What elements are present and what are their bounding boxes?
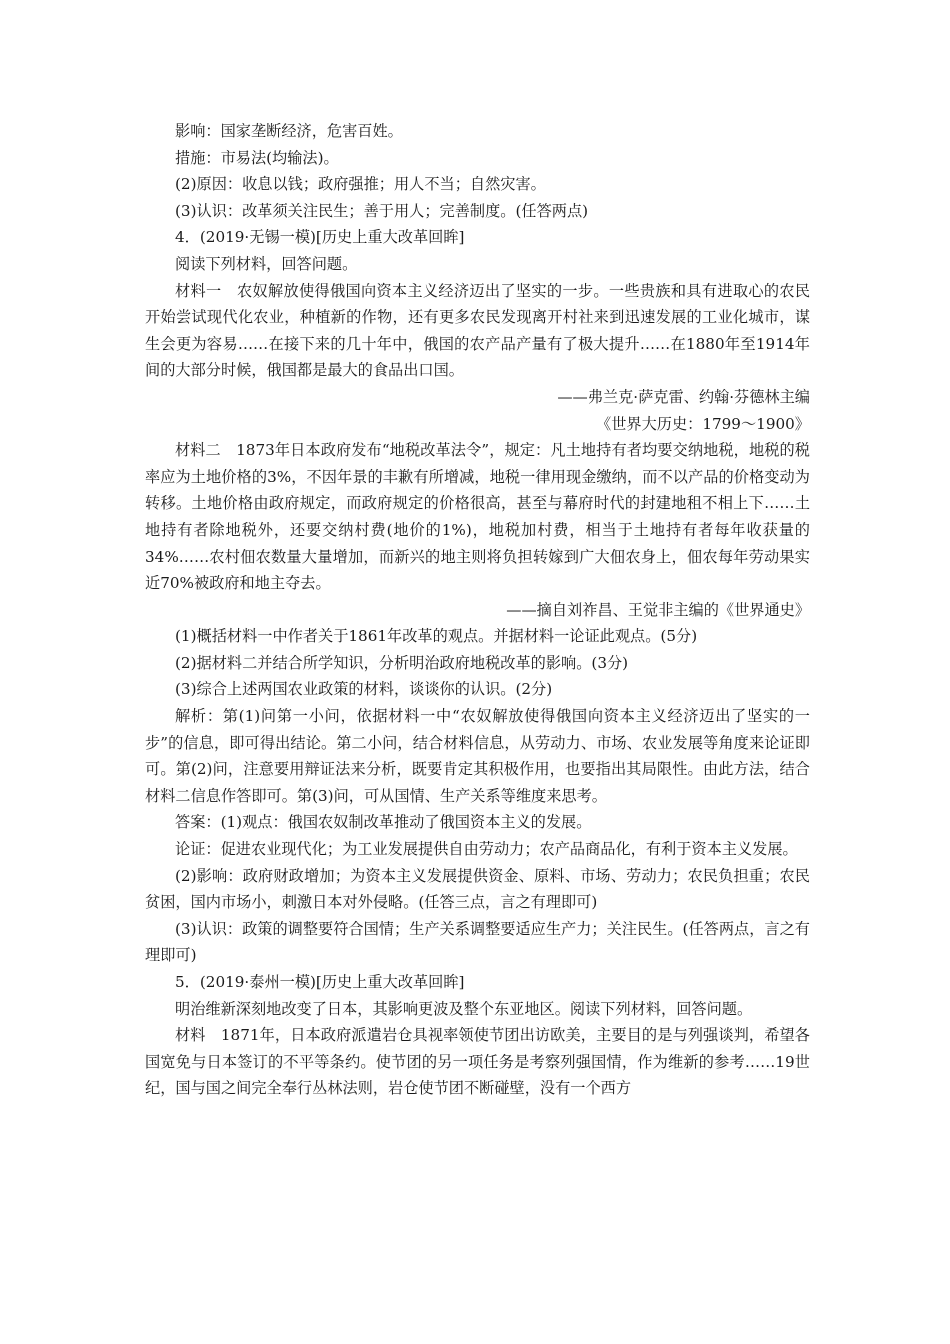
paragraph: (3)认识：改革须关注民生；善于用人；完善制度。(任答两点) bbox=[175, 201, 589, 220]
paragraph: 材料二 1873年日本政府发布“地税改革法令”，规定：凡土地持有者均要交纳地税，地税的税率应为土地价格的3%，不因年景的丰歉有所增减，地税一律用现金缴纳，而不以产品的价格变动为转移。土地价格由政府规定，而政府规定的价格很高，甚至与幕府时代的封建地租不相上下……土地持有者除地税外，还要交纳村费(地价的1%)，地税加村费，相当于土地持有者每年收获量的34%……农村佃农数量大量增加，而新兴的地主则将负担转嫁到广大佃农身上，佃农每年劳动果实近70%被政府和地主夺去。 bbox=[145, 441, 810, 593]
paragraph: 材料 1871年，日本政府派遣岩仓具视率领使节团出访欧美，主要目的是与列强谈判，希望各国宽免与日本签订的不平等条约。使节团的另一项任务是考察列强国情，作为维新的参考……19世纪，国与国之间完全奉行丛林法则，岩仓使节团不断碰壁，没有一个西方 bbox=[145, 1026, 810, 1098]
paragraph: (2)原因：收息以钱；政府强推；用人不当；自然灾害。 bbox=[175, 175, 546, 194]
paragraph: 阅读下列材料，回答问题。 bbox=[175, 254, 358, 273]
paragraph: 措施：市易法(均输法)。 bbox=[175, 148, 339, 167]
paragraph: 影响：国家垄断经济，危害百姓。 bbox=[175, 122, 403, 140]
paragraph: 5．(2019·泰州一模)[历史上重大改革回眸] bbox=[175, 973, 465, 991]
document-body bbox=[145, 118, 810, 1102]
citation-line: 《世界大历史：1799～1900》 bbox=[596, 414, 810, 433]
paragraph: 解析：第(1)问第一小问，依据材料一中“农奴解放使得俄国向资本主义经济迈出了坚实的一步”的信息，即可得出结论。第二小问，结合材料信息，从劳动力、市场、农业发展等角度来论证即可。第(2)问，注意要用辩证法来分析，既要肯定其积极作用，也要指出其局限性。由此方法，结合材料二信息作答即可。第(3)问，可从国情、生产关系等维度来思考。 bbox=[145, 707, 810, 805]
paragraph: (2)据材料二并结合所学知识，分析明治政府地税改革的影响。(3分) bbox=[175, 653, 629, 672]
paragraph: 明治维新深刻地改变了日本，其影响更波及整个东亚地区。阅读下列材料，回答问题。 bbox=[175, 999, 753, 1018]
citation-line: ——摘自刘祚昌、王觉非主编的《世界通史》 bbox=[506, 600, 810, 619]
paragraph: 答案：(1)观点：俄国农奴制改革推动了俄国资本主义的发展。 bbox=[175, 813, 592, 832]
paragraph: (3)综合上述两国农业政策的材料，谈谈你的认识。(2分) bbox=[175, 680, 553, 699]
paragraph: 4．(2019·无锡一模)[历史上重大改革回眸] bbox=[175, 228, 465, 247]
paragraph: (2)影响：政府财政增加；为资本主义发展提供资金、原料、市场、劳动力；农民负担重；农民贫困，国内市场小，刺激日本对外侵略。(任答三点，言之有理即可) bbox=[145, 866, 810, 912]
citation-line: ——弗兰克·萨克雷、约翰·芬德林主编 bbox=[557, 387, 810, 406]
paragraph: (1)概括材料一中作者关于1861年改革的观点。并据材料一论证此观点。(5分) bbox=[175, 627, 698, 646]
paragraph: (3)认识：政策的调整要符合国情；生产关系调整要适应生产力；关注民生。(任答两点，言之有理即可) bbox=[145, 919, 810, 965]
paragraph: 材料一 农奴解放使得俄国向资本主义经济迈出了坚实的一步。一些贵族和具有进取心的农民开始尝试现代化农业，种植新的作物，还有更多农民发现离开村社来到迅速发展的工业化城市，谋生会更为容易……在接下来的几十年中，俄国的农产品产量有了极大提升……在1880年至1914年间的大部分时候，俄国都是最大的食品出口国。 bbox=[145, 281, 810, 380]
paragraph: 论证：促进农业现代化；为工业发展提供自由劳动力；农产品商品化，有利于资本主义发展。 bbox=[175, 840, 798, 859]
